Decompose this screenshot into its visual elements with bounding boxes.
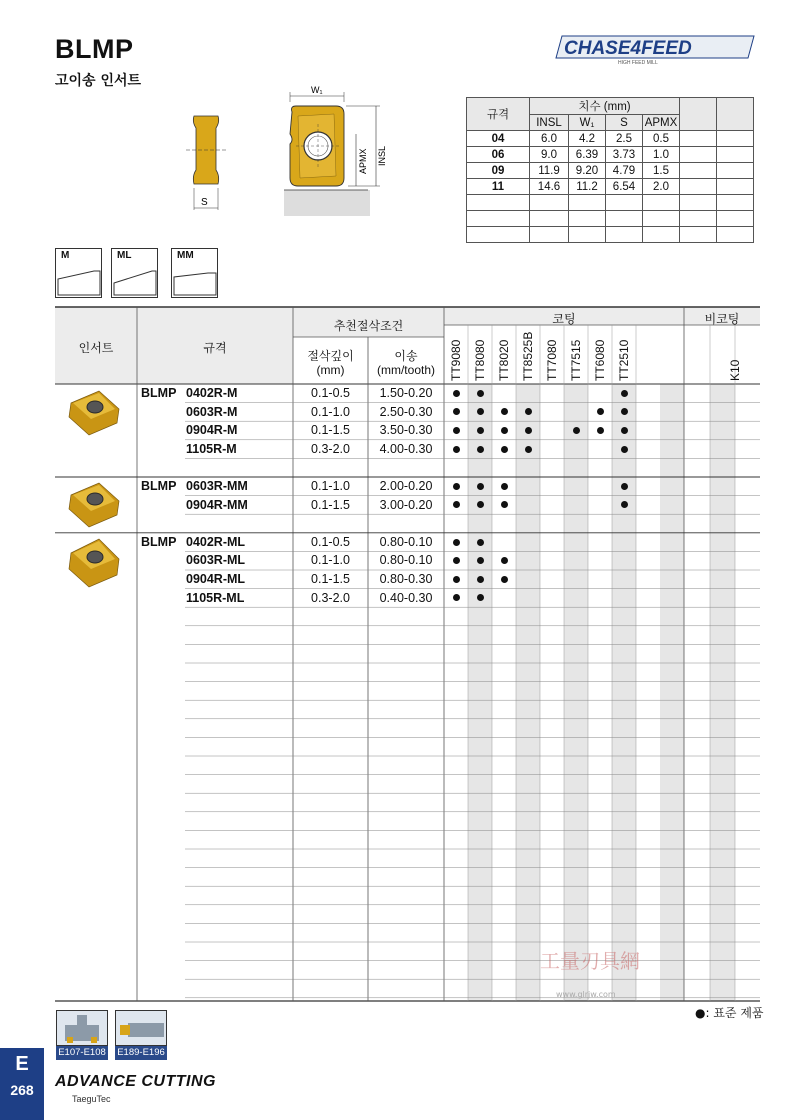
dims-col-header: W₁ — [569, 115, 606, 131]
dims-spec-header: 규격 — [467, 98, 530, 131]
milling-cutter-icon — [57, 1011, 107, 1045]
dims-spec: 04 — [467, 131, 530, 147]
dims-value: 0.5 — [643, 131, 680, 147]
table-row-spec: 1105R-ML — [186, 590, 245, 605]
table-row-spec: 0402R-M — [186, 386, 238, 400]
table-row-spec: 0603R-M — [186, 404, 238, 419]
standard-product-mark — [621, 408, 628, 415]
ref-thumbnail-tool-1[interactable] — [56, 1010, 108, 1046]
grade-header: TT6080 — [593, 339, 607, 381]
footer-company: TaeguTec — [72, 1094, 111, 1104]
standard-product-mark — [573, 427, 580, 434]
standard-product-mark — [597, 427, 604, 434]
standard-product-mark — [453, 427, 460, 434]
table-row-spec: 0402R-ML — [186, 534, 246, 549]
table-row-feed: 2.50-0.30 — [379, 404, 433, 419]
header-depth: 절삭깊이 (mm) — [307, 349, 354, 377]
standard-product-mark — [477, 594, 484, 601]
standard-product-mark — [501, 446, 508, 453]
ref-thumbnail-tool-2[interactable] — [115, 1010, 167, 1046]
footer-logo: ADVANCE CUTTING — [55, 1073, 216, 1090]
table-row-feed: 0.80-0.30 — [379, 572, 433, 586]
grade-header: TT8525B — [521, 331, 535, 381]
standard-product-mark — [621, 390, 628, 397]
table-row-feed: 3.00-0.20 — [379, 497, 433, 512]
dims-value: 2.0 — [643, 179, 680, 195]
grade-header: TT7080 — [545, 339, 559, 381]
ref-link[interactable]: E107-E108 — [56, 1046, 108, 1060]
dims-value: 4.2 — [569, 131, 606, 147]
dims-value: 1.0 — [643, 147, 680, 163]
dims-value: 3.73 — [606, 147, 643, 163]
dim-s-label: S — [201, 197, 208, 208]
dims-row — [467, 147, 754, 163]
standard-product-mark — [525, 427, 532, 434]
standard-product-mark — [477, 539, 484, 546]
header-conditions: 추천절삭조건 — [333, 319, 404, 333]
standard-product-mark — [597, 408, 604, 415]
dims-value: 6.54 — [606, 179, 643, 195]
dims-value: 4.79 — [606, 163, 643, 179]
standard-product-mark — [477, 390, 484, 397]
dims-row — [467, 163, 754, 179]
standard-product-mark — [525, 446, 532, 453]
dims-value: 6.39 — [569, 147, 606, 163]
standard-product-mark — [501, 501, 508, 508]
table-row-depth: 0.1-1.0 — [311, 479, 350, 493]
standard-product-mark — [477, 576, 484, 583]
ref-link[interactable]: E189-E196 — [115, 1046, 167, 1060]
uncoated-grade-header: K10 — [728, 359, 742, 381]
standard-product-mark — [453, 390, 460, 397]
grade-header: TT8020 — [497, 339, 511, 381]
standard-product-mark — [501, 483, 508, 490]
standard-product-mark — [453, 408, 460, 415]
table-row-feed: 1.50-0.20 — [379, 386, 433, 400]
standard-product-mark — [477, 427, 484, 434]
standard-product-mark — [501, 408, 508, 415]
table-row-feed: 3.50-0.30 — [379, 423, 433, 438]
standard-product-mark — [477, 446, 484, 453]
table-row-feed: 0.80-0.10 — [379, 534, 433, 549]
dims-value: 11.9 — [530, 163, 569, 179]
spec-prefix: BLMP — [141, 479, 177, 493]
page-number: 268 — [10, 1082, 34, 1098]
brand-logo-subtext: HIGH FEED MILL — [618, 60, 658, 66]
header-coating: 코팅 — [552, 312, 576, 326]
spec-prefix: BLMP — [141, 386, 177, 400]
table-row-depth: 0.1-0.5 — [311, 386, 350, 400]
cutting-conditions-table — [55, 307, 760, 1001]
end-mill-icon — [116, 1011, 166, 1045]
standard-product-mark — [453, 501, 460, 508]
insert-side-view — [186, 116, 226, 210]
grade-header: TT9080 — [449, 339, 463, 381]
standard-product-mark — [501, 427, 508, 434]
table-row-spec: 0904R-M — [186, 423, 238, 438]
table-row-depth: 0.1-1.5 — [311, 572, 350, 586]
insert-top-view — [284, 85, 387, 216]
table-row-depth: 0.1-1.0 — [311, 404, 350, 419]
standard-product-mark — [453, 483, 460, 490]
dims-col-header: APMX — [643, 115, 680, 131]
standard-product-mark — [525, 408, 532, 415]
grade-header: TT2510 — [617, 339, 631, 381]
grade-header: TT8080 — [473, 339, 487, 381]
dims-group-header: 치수 (mm) — [530, 98, 680, 115]
standard-product-mark — [477, 557, 484, 564]
dims-value: 9.0 — [530, 147, 569, 163]
dim-insl-label: INSL — [377, 145, 387, 166]
dims-spec: 09 — [467, 163, 530, 179]
standard-product-mark — [477, 501, 484, 508]
standard-product-mark — [477, 483, 484, 490]
header-spec: 규격 — [203, 341, 227, 355]
grade-header: TT7515 — [569, 339, 583, 381]
table-row-depth: 0.3-2.0 — [311, 441, 350, 456]
dims-row — [467, 179, 754, 195]
chipbreaker-label: MM — [177, 250, 194, 261]
table-row-depth: 0.1-1.0 — [311, 553, 350, 568]
standard-product-mark — [621, 427, 628, 434]
standard-product-mark — [453, 576, 460, 583]
table-row-feed: 0.80-0.10 — [379, 553, 433, 568]
table-row-feed: 2.00-0.20 — [379, 479, 433, 493]
chipbreaker-label: ML — [117, 250, 132, 261]
section-letter: E — [15, 1053, 29, 1075]
table-row-depth: 0.1-0.5 — [311, 534, 350, 549]
standard-product-mark — [453, 446, 460, 453]
standard-product-mark — [621, 446, 628, 453]
standard-product-mark — [501, 557, 508, 564]
chipbreaker-m — [55, 248, 102, 298]
standard-product-mark — [621, 483, 628, 490]
header-insert: 인서트 — [78, 341, 114, 355]
dims-col-header: INSL — [530, 115, 569, 131]
dim-apmx-label: APMX — [358, 148, 368, 174]
dimensions-table — [466, 97, 754, 243]
dims-value: 6.0 — [530, 131, 569, 147]
legend: ●: 표준 제품 — [695, 1006, 764, 1020]
insert-dimension-drawing — [180, 84, 387, 220]
watermark-url: www.glrjw.com — [556, 990, 616, 999]
header-uncoated: 비코팅 — [704, 312, 740, 326]
dim-w1-label: W₁ — [311, 85, 323, 95]
chipbreaker-mm — [171, 248, 218, 298]
standard-product-mark — [501, 576, 508, 583]
section-tab — [0, 1048, 44, 1120]
insert-photo-ml — [65, 535, 123, 591]
dims-value: 1.5 — [643, 163, 680, 179]
standard-product-mark — [621, 501, 628, 508]
table-row-depth: 0.3-2.0 — [311, 590, 350, 605]
table-row-spec: 0603R-MM — [186, 479, 248, 493]
table-row-feed: 4.00-0.30 — [379, 441, 433, 456]
dims-spec: 06 — [467, 147, 530, 163]
table-row-depth: 0.1-1.5 — [311, 423, 350, 438]
standard-product-mark — [477, 408, 484, 415]
header-feed: 이송 (mm/tooth) — [376, 349, 435, 377]
standard-product-mark — [453, 594, 460, 601]
brand-logo — [548, 30, 762, 66]
dims-value: 11.2 — [569, 179, 606, 195]
dims-row — [467, 131, 754, 147]
watermark: 工量刃具網 — [540, 949, 640, 973]
table-row-feed: 0.40-0.30 — [379, 590, 433, 605]
insert-photo-m — [65, 387, 123, 439]
table-row-spec: 0904R-ML — [186, 572, 246, 586]
dims-spec: 11 — [467, 179, 530, 195]
chipbreaker-label: M — [61, 250, 70, 261]
dims-value: 9.20 — [569, 163, 606, 179]
chipbreaker-ml — [111, 248, 158, 298]
brand-logo-text: CHASE4FEED — [564, 38, 692, 59]
insert-photo-mm — [65, 479, 123, 531]
standard-product-mark — [453, 557, 460, 564]
spec-prefix: BLMP — [141, 534, 177, 549]
table-row-spec: 1105R-M — [186, 441, 237, 456]
table-row-depth: 0.1-1.5 — [311, 497, 350, 512]
standard-product-mark — [453, 539, 460, 546]
dims-value: 2.5 — [606, 131, 643, 147]
table-row-spec: 0603R-ML — [186, 553, 246, 568]
page-title: BLMP — [55, 34, 134, 64]
table-row-spec: 0904R-MM — [186, 497, 248, 512]
dims-col-header: S — [606, 115, 643, 131]
page-subtitle: 고이송 인서트 — [55, 73, 142, 89]
dims-value: 14.6 — [530, 179, 569, 195]
